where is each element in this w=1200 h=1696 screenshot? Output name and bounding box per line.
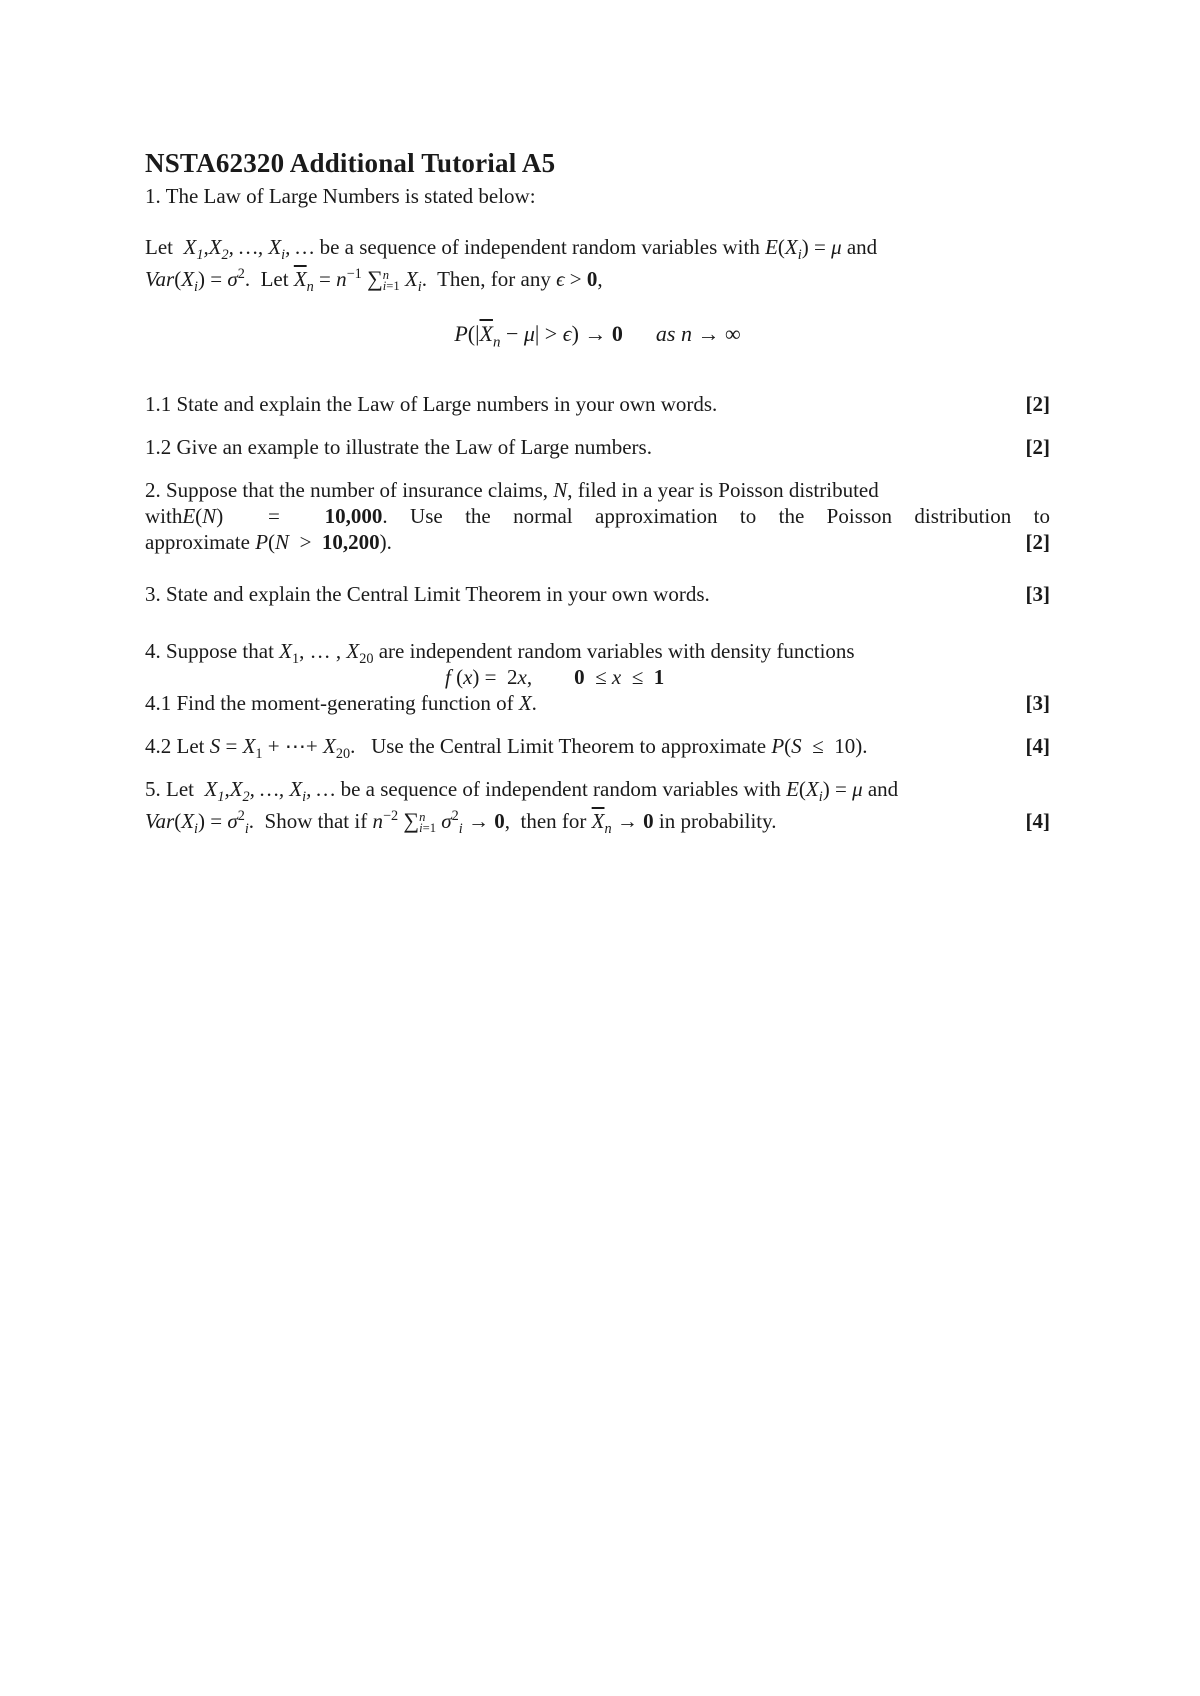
lln-statement-line-1: Let $X_1,X_2$, …, $X_i$, … be a sequence of independent random variables with $E(X_i) = \mu$ and (145, 235, 878, 264)
question-2-line-1: 2. Suppose that the number of insurance claims, N, filed in a year is Poisson distributed (145, 478, 879, 502)
question-1-1-text: 1.1 State and explain the Law of Large numbers in your own words. (145, 392, 718, 416)
question-3 (145, 578, 1050, 610)
question-4-intro: 4. Suppose that $X_1$, … , $X_{20}$ are independent random variables with density functions (145, 639, 855, 668)
question-4-2: 4.2 Let $S = X_1$ + ⋯+ $X_{20}$. Use the Central Limit Theorem to approximate P(S ≤ 10). [4] (145, 730, 1050, 762)
question-1-intro: 1. The Law of Large Numbers is stated below: (145, 184, 536, 208)
question-1-1 (145, 388, 1050, 420)
question-1-2 (145, 431, 1050, 463)
question-1-1-mark: [2] (1025, 392, 1050, 416)
question-4-1-mark: [3] (1025, 691, 1050, 715)
question-4-1: 4.1 Find the moment-generating function of X. [3] (145, 687, 1050, 719)
question-5-line-2: $Var(X_i) = \sigma^2_i$. Show that if $n^{-2}$ ∑n i=1 $\sigma^2_i \to 0$, then for $\overline{X}_n \to 0$ in probability. [4] (145, 805, 1050, 837)
question-1-2-mark: [2] (1025, 435, 1050, 459)
density-formula: f (x) = 2x, 0 ≤ x ≤ 1 (445, 665, 665, 689)
question-3-text: 3. State and explain the Central Limit Theorem in your own words. (145, 582, 710, 606)
question-1-2-text: 1.2 Give an example to illustrate the Law of Large numbers. (145, 435, 652, 459)
page-title: NSTA62320 Additional Tutorial A5 (145, 148, 556, 178)
question-4-2-mark: [4] (1025, 734, 1050, 758)
question-2-mark: [2] (1025, 530, 1050, 554)
lln-statement-line-2: $Var(X_i) = \sigma^2$. Let $\overline{X}_n = n^{-1}$ ∑n i=1 $X_i$. Then, for any ϵ > 0, (145, 266, 603, 296)
question-5-mark: [4] (1025, 809, 1050, 833)
lln-formula: $P(|\overline{X}_n - \mu| > \epsilon) \to 0$ as n → ∞ (454, 321, 741, 351)
question-2-line-3: approximate P(N > 10,200). [2] (145, 526, 1050, 558)
question-2-line-2: withE(N) = 10,000. Use the normal approximation to the Poisson distribution to (145, 504, 1051, 528)
question-3-mark: [3] (1025, 582, 1050, 606)
question-5-line-1: 5. Let $X_1,X_2$, …, $X_i$, … be a sequence of independent random variables with $E(X_i) = \mu$ and (145, 777, 899, 806)
